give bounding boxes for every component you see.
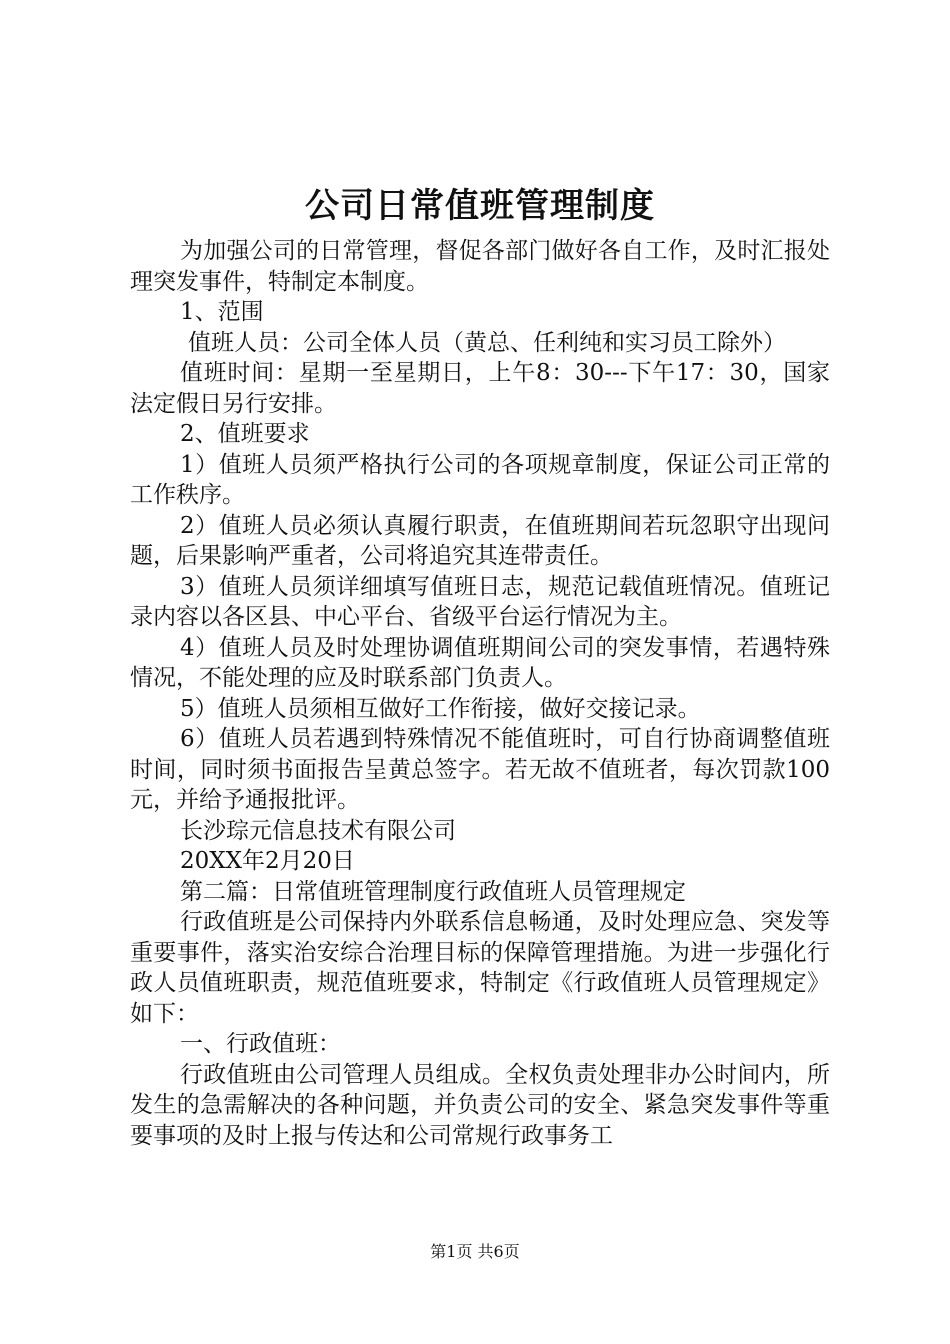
paragraph-intro: 为加强公司的日常管理，督促各部门做好各自工作，及时汇报处理突发事件，特制定本制度。 xyxy=(130,238,830,295)
heading-admin-duty: 一、行政值班： xyxy=(180,1031,341,1057)
page-number-footer: 第1页 共6页 xyxy=(430,1242,520,1261)
section-heading-part-two: 第二篇：日常值班管理制度行政值班人员管理规定 xyxy=(180,878,686,905)
signature-company: 长沙琮元信息技术有限公司 xyxy=(180,817,456,844)
signature-date: 20XX年2月20日 xyxy=(180,848,355,874)
heading-duty-requirements: 2、值班要求 xyxy=(180,421,310,447)
paragraph-duty-staff: 值班人员：公司全体人员（黄总、任利纯和实习员工除外） xyxy=(188,329,786,356)
list-item-requirement-6: 6）值班人员若遇到特殊情况不能值班时，可自行协商调整值班时间，同时须书面报告呈黄总签字。若无故不值班者，每次罚款100元，并给予通报批评。 xyxy=(130,726,830,813)
paragraph-admin-duty-detail: 行政值班由公司管理人员组成。全权负责处理非办公时间内，所发生的急需解决的各种问题，并负责公司的安全、紧急突发事件等重要事项的及时上报与传达和公司常规行政事务工 xyxy=(130,1061,830,1149)
list-item-requirement-5: 5）值班人员须相互做好工作衔接，做好交接记录。 xyxy=(180,695,701,722)
paragraph-admin-duty-intro: 行政值班是公司保持内外联系信息畅通，及时处理应急、突发等重要事件，落实治安综合治理目标的保障管理措施。为进一步强化行政人员值班职责，规范值班要求，特制定《行政值班人员管理规定》如下： xyxy=(130,909,830,1027)
list-item-requirement-3: 3）值班人员须详细填写值班日志，规范记载值班情况。值班记录内容以各区县、中心平台、省级平台运行情况为主。 xyxy=(130,573,830,630)
heading-scope: 1、范围 xyxy=(180,299,264,325)
list-item-requirement-4: 4）值班人员及时处理协调值班期间公司的突发事情，若遇特殊情况，不能处理的应及时联系部门负责人。 xyxy=(130,634,830,691)
document-body xyxy=(130,180,830,1151)
document-title: 公司日常值班管理制度 xyxy=(305,186,655,226)
paragraph-duty-time: 值班时间：星期一至星期日，上午8：30---下午17：30，国家法定假日另行安排。 xyxy=(130,360,830,417)
list-item-requirement-2: 2）值班人员必须认真履行职责，在值班期间若玩忽职守出现问题，后果影响严重者，公司将追究其连带责任。 xyxy=(130,512,830,569)
list-item-requirement-1: 1）值班人员须严格执行公司的各项规章制度，保证公司正常的工作秩序。 xyxy=(130,451,830,508)
